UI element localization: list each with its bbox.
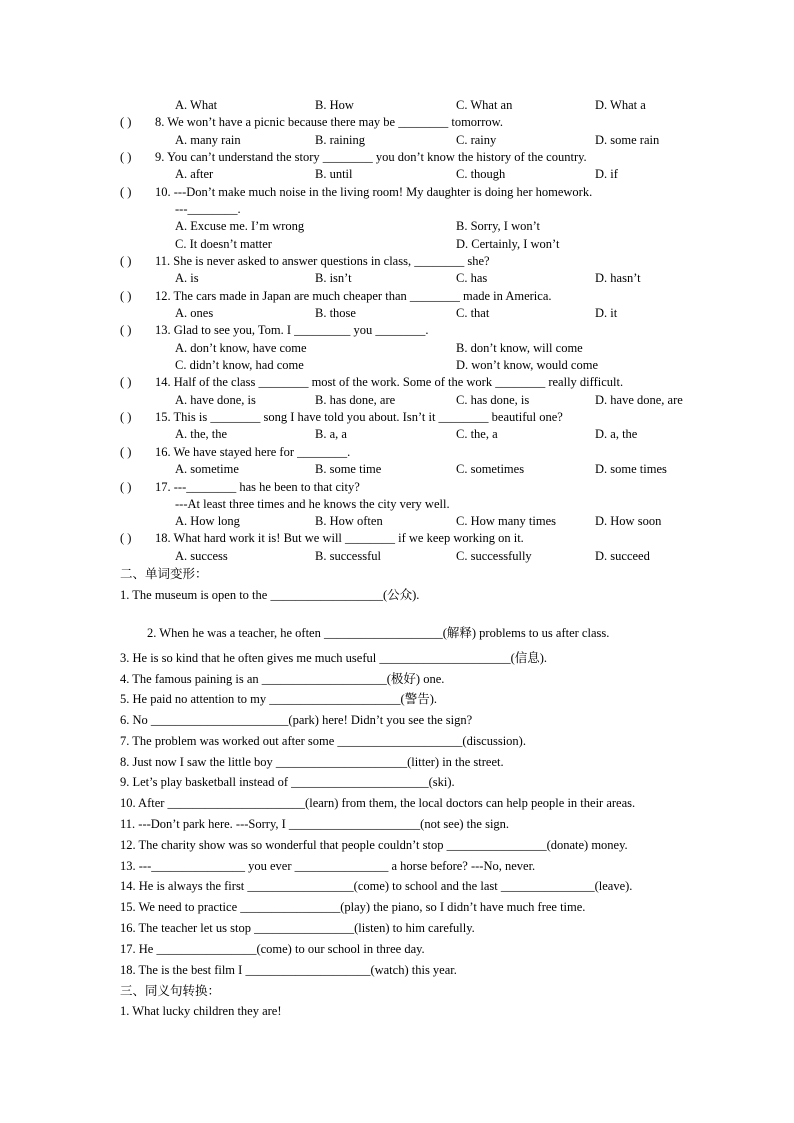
question-stem: 14. Half of the class ________ most of the work. Some of the work ________ really difficult. xyxy=(155,375,624,389)
option-c: C. didn’t know, had come xyxy=(175,358,304,372)
option-b: B. some time xyxy=(315,462,382,476)
item-text: 2. When he was a teacher, he often ___________________(解释) problems to us after class. xyxy=(147,626,610,640)
answer-blank[interactable]: ( ) xyxy=(120,410,132,424)
option-d: D. it xyxy=(595,306,618,320)
question-9 xyxy=(0,149,794,166)
item-text: 10. After ______________________(learn) from them, the local doctors can help people in their areas. xyxy=(120,796,636,810)
option-b: B. successful xyxy=(315,549,381,563)
option-c: C. sometimes xyxy=(456,462,525,476)
option-b: B. raining xyxy=(315,133,365,147)
question-stem-continued: ---At least three times and he knows the city very well. xyxy=(175,497,450,511)
option-d: D. succeed xyxy=(595,549,650,563)
option-a: A. success xyxy=(175,549,228,563)
option-d: D. some times xyxy=(595,462,667,476)
question-17-response xyxy=(0,496,794,513)
item-text: 4. The famous paining is an ____________________(极好) one. xyxy=(120,672,445,686)
option-c: C. that xyxy=(456,306,490,320)
item-text: 11. ---Don’t park here. ---Sorry, I _____________________(not see) the sign. xyxy=(120,817,510,831)
question-13-options-row2 xyxy=(0,357,794,374)
item-text: 1. The museum is open to the __________________(公众). xyxy=(120,588,420,602)
question-8 xyxy=(0,114,794,131)
option-b: B. don’t know, will come xyxy=(456,341,583,355)
option-d: D. a, the xyxy=(595,427,638,441)
question-stem: 10. ---Don’t make much noise in the living room! My daughter is doing her homework. xyxy=(155,185,593,199)
question-11 xyxy=(0,253,794,270)
synonym-item-1 xyxy=(0,1003,794,1020)
word-form-item-17 xyxy=(0,941,794,958)
answer-blank[interactable]: ( ) xyxy=(120,254,132,268)
question-15-options xyxy=(0,426,794,443)
option-a: A. Excuse me. I’m wrong xyxy=(175,219,305,233)
answer-blank[interactable]: ( ) xyxy=(120,115,132,129)
answer-blank[interactable]: ( ) xyxy=(120,150,132,164)
section-2-heading xyxy=(0,566,794,583)
option-c: C. How many times xyxy=(456,514,556,528)
question-stem: 16. We have stayed here for ________. xyxy=(155,445,351,459)
word-form-item-12 xyxy=(0,837,794,854)
option-a: A. don’t know, have come xyxy=(175,341,307,355)
word-form-item-14 xyxy=(0,878,794,895)
item-text: 8. Just now I saw the little boy _____________________(litter) in the street. xyxy=(120,755,504,769)
word-form-item-4 xyxy=(0,671,794,688)
question-stem: 11. She is never asked to answer questions in class, ________ she? xyxy=(155,254,490,268)
question-stem: 18. What hard work it is! But we will ________ if we keep working on it. xyxy=(155,531,524,545)
question-stem: 8. We won’t have a picnic because there may be ________ tomorrow. xyxy=(155,115,503,129)
option-d: D. some rain xyxy=(595,133,660,147)
option-a: A. have done, is xyxy=(175,393,256,407)
item-text: 12. The charity show was so wonderful that people couldn’t stop ________________(donate) money. xyxy=(120,838,628,852)
item-text: 1. What lucky children they are! xyxy=(120,1004,282,1018)
item-text: 14. He is always the first _________________(come) to school and the last _______________(leave). xyxy=(120,879,633,893)
option-c: C. has xyxy=(456,271,488,285)
answer-blank[interactable]: ( ) xyxy=(120,531,132,545)
word-form-item-5 xyxy=(0,691,794,708)
item-text: 3. He is so kind that he often gives me much useful _____________________(信息). xyxy=(120,651,548,665)
question-10-options-row2 xyxy=(0,236,794,253)
answer-blank[interactable]: ( ) xyxy=(120,445,132,459)
question-stem: 9. You can’t understand the story ________ you don’t know the history of the country. xyxy=(155,150,587,164)
option-d: D. won’t know, would come xyxy=(456,358,598,372)
question-12 xyxy=(0,288,794,305)
item-text: 7. The problem was worked out after some ____________________(discussion). xyxy=(120,734,526,748)
item-text: 16. The teacher let us stop ________________(listen) to him carefully. xyxy=(120,921,475,935)
item-text: 13. ---_______________ you ever _______________ a horse before? ---No, never. xyxy=(120,859,536,873)
option-b: B. isn’t xyxy=(315,271,352,285)
section-title: 三、同义句转换： xyxy=(120,984,221,998)
item-text: 18. The is the best film I ____________________(watch) this year. xyxy=(120,963,457,977)
question-11-options xyxy=(0,270,794,287)
question-16 xyxy=(0,444,794,461)
option-c: C. rainy xyxy=(456,133,497,147)
question-17-options xyxy=(0,513,794,530)
question-18-options xyxy=(0,548,794,565)
answer-blank[interactable]: ( ) xyxy=(120,375,132,389)
word-form-item-9 xyxy=(0,774,794,791)
option-c: C. though xyxy=(456,167,506,181)
option-a: A. many rain xyxy=(175,133,241,147)
item-text: 17. He ________________(come) to our school in three day. xyxy=(120,942,425,956)
word-form-item-16 xyxy=(0,920,794,937)
question-14 xyxy=(0,374,794,391)
option-d: D. How soon xyxy=(595,514,662,528)
option-d: D. have done, are xyxy=(595,393,683,407)
question-17 xyxy=(0,479,794,496)
option-a: A. after xyxy=(175,167,214,181)
word-form-item-8 xyxy=(0,754,794,771)
option-b: B. has done, are xyxy=(315,393,396,407)
option-a: A. ones xyxy=(175,306,214,320)
section-title: 二、单词变形： xyxy=(120,567,208,581)
option-a: A. the, the xyxy=(175,427,228,441)
word-form-item-11 xyxy=(0,816,794,833)
question-stem: 12. The cars made in Japan are much cheaper than ________ made in America. xyxy=(155,289,552,303)
question-14-options xyxy=(0,392,794,409)
item-text: 6. No ______________________(park) here! Didn’t you see the sign? xyxy=(120,713,473,727)
option-a: A. How long xyxy=(175,514,240,528)
section-3-heading xyxy=(0,983,794,1000)
word-form-item-10 xyxy=(0,795,794,812)
option-a: A. is xyxy=(175,271,199,285)
word-form-item-13 xyxy=(0,858,794,875)
answer-blank[interactable]: ( ) xyxy=(120,185,132,199)
word-form-item-6 xyxy=(0,712,794,729)
item-text: 15. We need to practice ________________(play) the piano, so I didn’t have much free time. xyxy=(120,900,586,914)
option-d: D. Certainly, I won’t xyxy=(456,237,560,251)
word-form-item-3 xyxy=(0,650,794,667)
word-form-item-15 xyxy=(0,899,794,916)
question-8-options xyxy=(0,132,794,149)
word-form-item-7 xyxy=(0,733,794,750)
word-form-item-2 xyxy=(0,625,794,642)
question-16-options xyxy=(0,461,794,478)
word-form-item-18 xyxy=(0,962,794,979)
question-10-response xyxy=(0,201,794,218)
option-b: B. Sorry, I won’t xyxy=(456,219,541,233)
question-13-options-row1 xyxy=(0,340,794,357)
question-18 xyxy=(0,530,794,547)
question-15 xyxy=(0,409,794,426)
question-7-options xyxy=(0,97,794,114)
question-12-options xyxy=(0,305,794,322)
option-d: D. hasn’t xyxy=(595,271,641,285)
item-text: 5. He paid no attention to my _____________________(警告). xyxy=(120,692,437,706)
option-b: B. a, a xyxy=(315,427,347,441)
option-b: B. How often xyxy=(315,514,383,528)
option-c: C. the, a xyxy=(456,427,498,441)
option-d: D. if xyxy=(595,167,618,181)
question-10-options-row1 xyxy=(0,218,794,235)
option-c: C. It doesn’t matter xyxy=(175,237,272,251)
answer-blank[interactable]: ( ) xyxy=(120,323,132,337)
item-text: 9. Let’s play basketball instead of ______________________(ski). xyxy=(120,775,455,789)
option-a: A. sometime xyxy=(175,462,239,476)
question-10 xyxy=(0,184,794,201)
option-c: C. has done, is xyxy=(456,393,530,407)
option-d: D. What a xyxy=(595,98,646,112)
question-9-options xyxy=(0,166,794,183)
option-b: B. those xyxy=(315,306,356,320)
question-13 xyxy=(0,322,794,339)
question-stem: 17. ---________ has he been to that city? xyxy=(155,480,360,494)
question-stem: 15. This is ________ song I have told you about. Isn’t it ________ beautiful one? xyxy=(155,410,563,424)
question-stem-continued: ---________. xyxy=(175,202,241,216)
word-form-item-1 xyxy=(0,587,794,604)
answer-blank[interactable]: ( ) xyxy=(120,289,132,303)
option-b: B. until xyxy=(315,167,353,181)
option-b: B. How xyxy=(315,98,354,112)
option-c: C. What an xyxy=(456,98,513,112)
option-c: C. successfully xyxy=(456,549,532,563)
question-stem: 13. Glad to see you, Tom. I _________ you ________. xyxy=(155,323,429,337)
answer-blank[interactable]: ( ) xyxy=(120,480,132,494)
option-a: A. What xyxy=(175,98,218,112)
